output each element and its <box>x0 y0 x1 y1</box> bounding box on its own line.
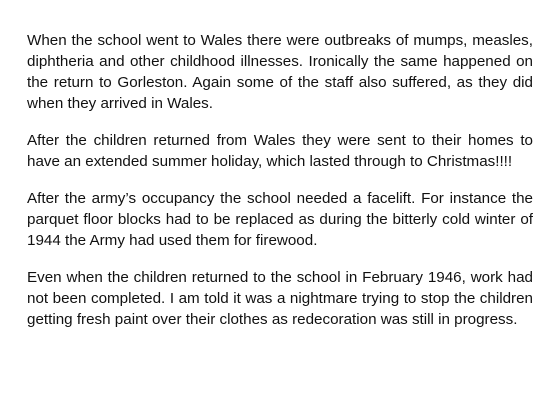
paragraph-3: After the army’s occupancy the school needed a facelift. For instance the parquet floor blocks had to be replaced as during the bitterly cold winter of 1944 the Army had used them for firewood. <box>27 190 533 249</box>
paragraph-1: When the school went to Wales there were outbreaks of mumps, measles, diphtheria and other childhood illnesses. Ironically the same happened on the return to Gorleston. Again some of the staff also suffered, as they did when they arrived in Wales. <box>27 32 533 112</box>
paragraph-4: Even when the children returned to the school in February 1946, work had not been completed. I am told it was a nightmare trying to stop the children getting fresh paint over their clothes as redecoration was still in progress. <box>27 269 533 328</box>
paragraph-2: After the children returned from Wales they were sent to their homes to have an extended summer holiday, which lasted through to Christmas!!!! <box>27 132 533 170</box>
